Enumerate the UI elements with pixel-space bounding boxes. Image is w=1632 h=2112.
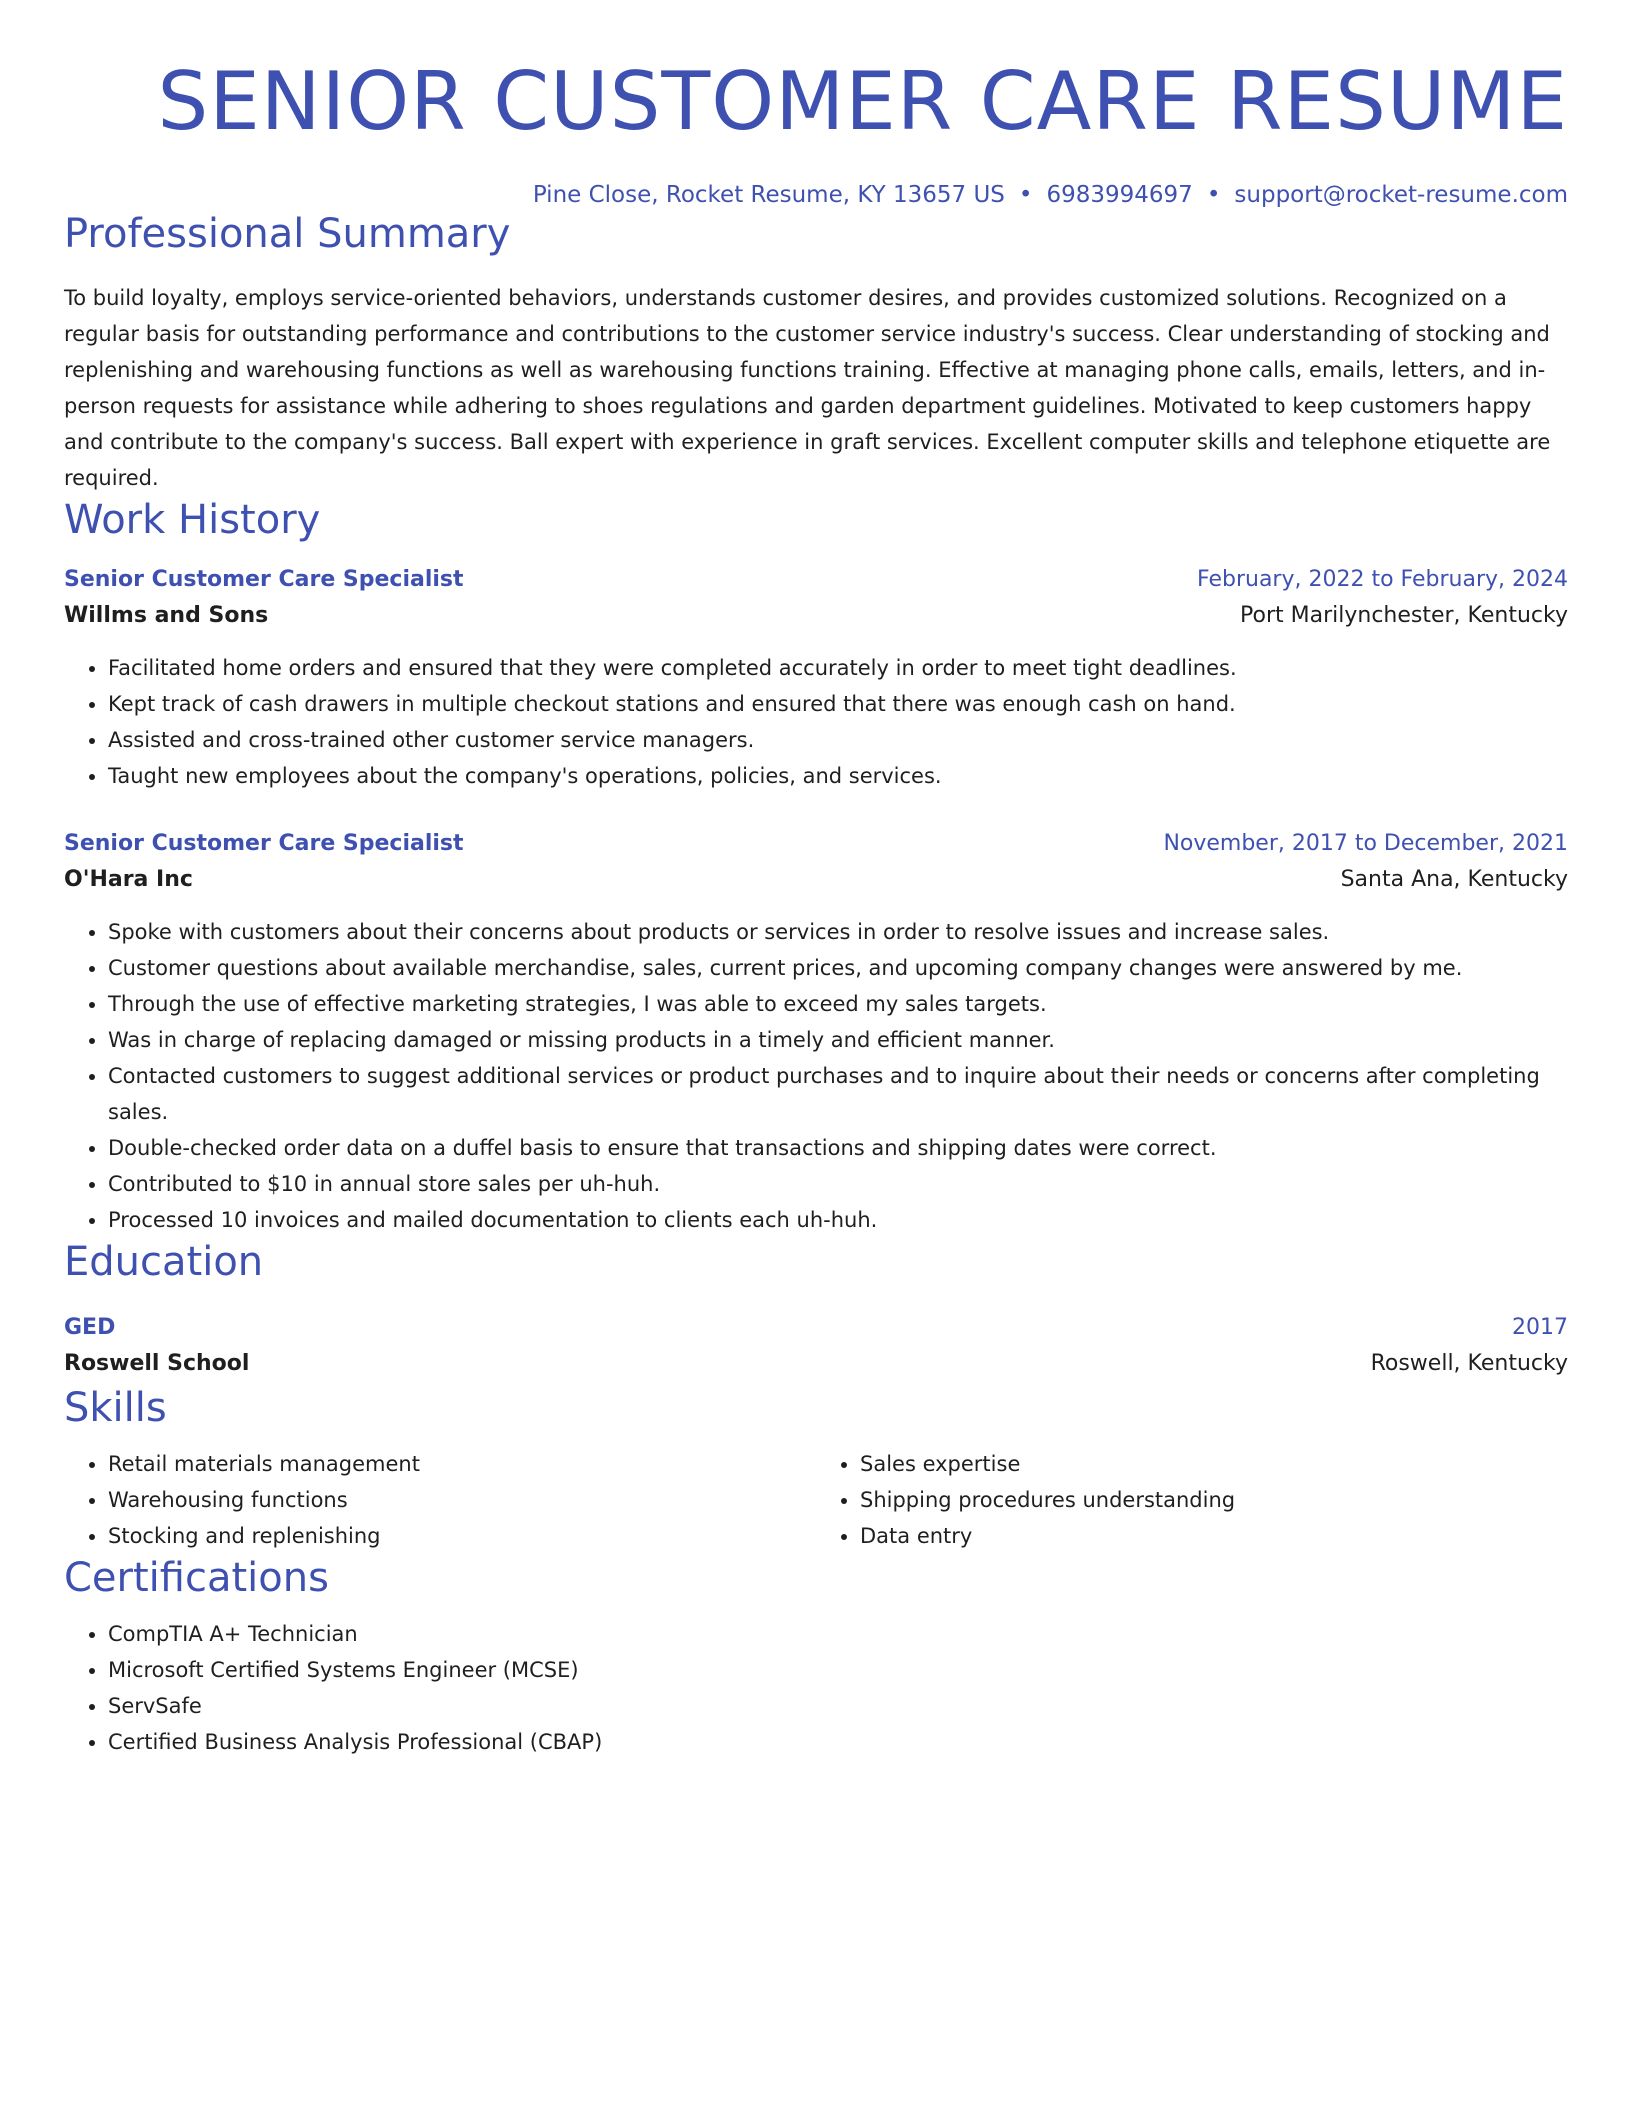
skills-section xyxy=(64,1384,1568,1554)
contact-separator: • xyxy=(1206,182,1221,208)
resume-title: SENIOR CUSTOMER CARE RESUME xyxy=(157,55,1568,148)
list-item: • Shipping procedures understanding xyxy=(860,1482,1568,1518)
list-item: • Retail materials management xyxy=(108,1446,816,1482)
work-history-section xyxy=(64,496,1568,1238)
employer-name: Willms and Sons xyxy=(64,603,269,628)
school-name: Roswell School xyxy=(64,1351,250,1376)
job-title: Senior Customer Care Specialist xyxy=(64,831,464,856)
certifications-list xyxy=(64,1616,1568,1760)
list-item: • Microsoft Certified Systems Engineer (MCSE) xyxy=(108,1652,1568,1688)
contact-line xyxy=(64,180,1568,210)
resume-header xyxy=(64,0,1568,210)
contact-address: Pine Close, Rocket Resume, KY 13657 US xyxy=(532,182,1005,208)
section-heading: Skills xyxy=(64,1385,167,1431)
list-item: • Taught new employees about the company's operations, policies, and services. xyxy=(108,758,1568,794)
job-dates: February, 2022 to February, 2024 xyxy=(1197,567,1568,592)
graduation-year: 2017 xyxy=(1512,1315,1568,1340)
list-item: • Stocking and replenishing xyxy=(108,1518,816,1554)
section-heading: Education xyxy=(64,1239,264,1285)
list-item: • Kept track of cash drawers in multiple checkout stations and ensured that there was enough cash on hand. xyxy=(108,686,1568,722)
job-bullets xyxy=(64,914,1568,1238)
skills-grid xyxy=(64,1446,1568,1554)
list-item: • Contributed to $10 in annual store sales per uh-huh. xyxy=(108,1166,1568,1202)
list-item: • Customer questions about available merchandise, sales, current prices, and upcoming company changes were answered by me. xyxy=(108,950,1568,986)
job-entry xyxy=(64,828,1568,1238)
certifications-section xyxy=(64,1554,1568,1760)
list-item: • Was in charge of replacing damaged or missing products in a timely and efficient manner. xyxy=(108,1022,1568,1058)
skills-column-left xyxy=(64,1446,816,1554)
list-item: • CompTIA A+ Technician xyxy=(108,1616,1568,1652)
job-dates: November, 2017 to December, 2021 xyxy=(1163,831,1568,856)
job-location: Port Marilynchester, Kentucky xyxy=(1240,603,1568,628)
job-entry xyxy=(64,564,1568,794)
skills-column-right xyxy=(816,1446,1568,1554)
degree: GED xyxy=(64,1315,116,1340)
list-item: • Double-checked order data on a duffel basis to ensure that transactions and shipping dates were correct. xyxy=(108,1130,1568,1166)
school-location: Roswell, Kentucky xyxy=(1370,1351,1568,1376)
contact-email[interactable]: support@rocket-resume.com xyxy=(1234,182,1568,208)
list-item: • Contacted customers to suggest additional services or product purchases and to inquire about their needs or concerns after completing sales. xyxy=(108,1058,1568,1130)
employer-name: O'Hara Inc xyxy=(64,867,193,892)
professional-summary-section xyxy=(64,210,1568,496)
job-title: Senior Customer Care Specialist xyxy=(64,567,464,592)
list-item: • Facilitated home orders and ensured that they were completed accurately in order to meet tight deadlines. xyxy=(108,650,1568,686)
section-heading: Work History xyxy=(64,497,321,543)
contact-phone: 6983994697 xyxy=(1046,182,1193,208)
list-item: • Data entry xyxy=(860,1518,1568,1554)
list-item: • Through the use of effective marketing strategies, I was able to exceed my sales targets. xyxy=(108,986,1568,1022)
summary-paragraph: To build loyalty, employs service-oriented behaviors, understands customer desires, and provides customized solutions. Recognized on a regular basis for outstanding performance and contributions to the customer service industry's success. Clear understanding of stocking and replenishing and warehousing functions as well as warehousing functions training. Effective at managing phone calls, emails, letters, and in-person requests for assistance while adhering to shoes regulations and garden department guidelines. Motivated to keep customers happy and contribute to the company's success. Ball expert with experience in graft services. Excellent computer skills and telephone etiquette are required. xyxy=(64,286,1551,490)
list-item: • Certified Business Analysis Professional (CBAP) xyxy=(108,1724,1568,1760)
list-item: • Warehousing functions xyxy=(108,1482,816,1518)
section-heading: Professional Summary xyxy=(64,211,511,257)
job-location: Santa Ana, Kentucky xyxy=(1340,867,1568,892)
education-entry xyxy=(64,1312,1568,1384)
section-heading: Certifications xyxy=(64,1555,329,1601)
list-item: • ServSafe xyxy=(108,1688,1568,1724)
education-section xyxy=(64,1238,1568,1384)
list-item: • Processed 10 invoices and mailed documentation to clients each uh-huh. xyxy=(108,1202,1568,1238)
job-bullets xyxy=(64,650,1568,794)
list-item: • Sales expertise xyxy=(860,1446,1568,1482)
list-item: • Assisted and cross-trained other customer service managers. xyxy=(108,722,1568,758)
list-item: • Spoke with customers about their concerns about products or services in order to resolve issues and increase sales. xyxy=(108,914,1568,950)
contact-separator: • xyxy=(1018,182,1033,208)
